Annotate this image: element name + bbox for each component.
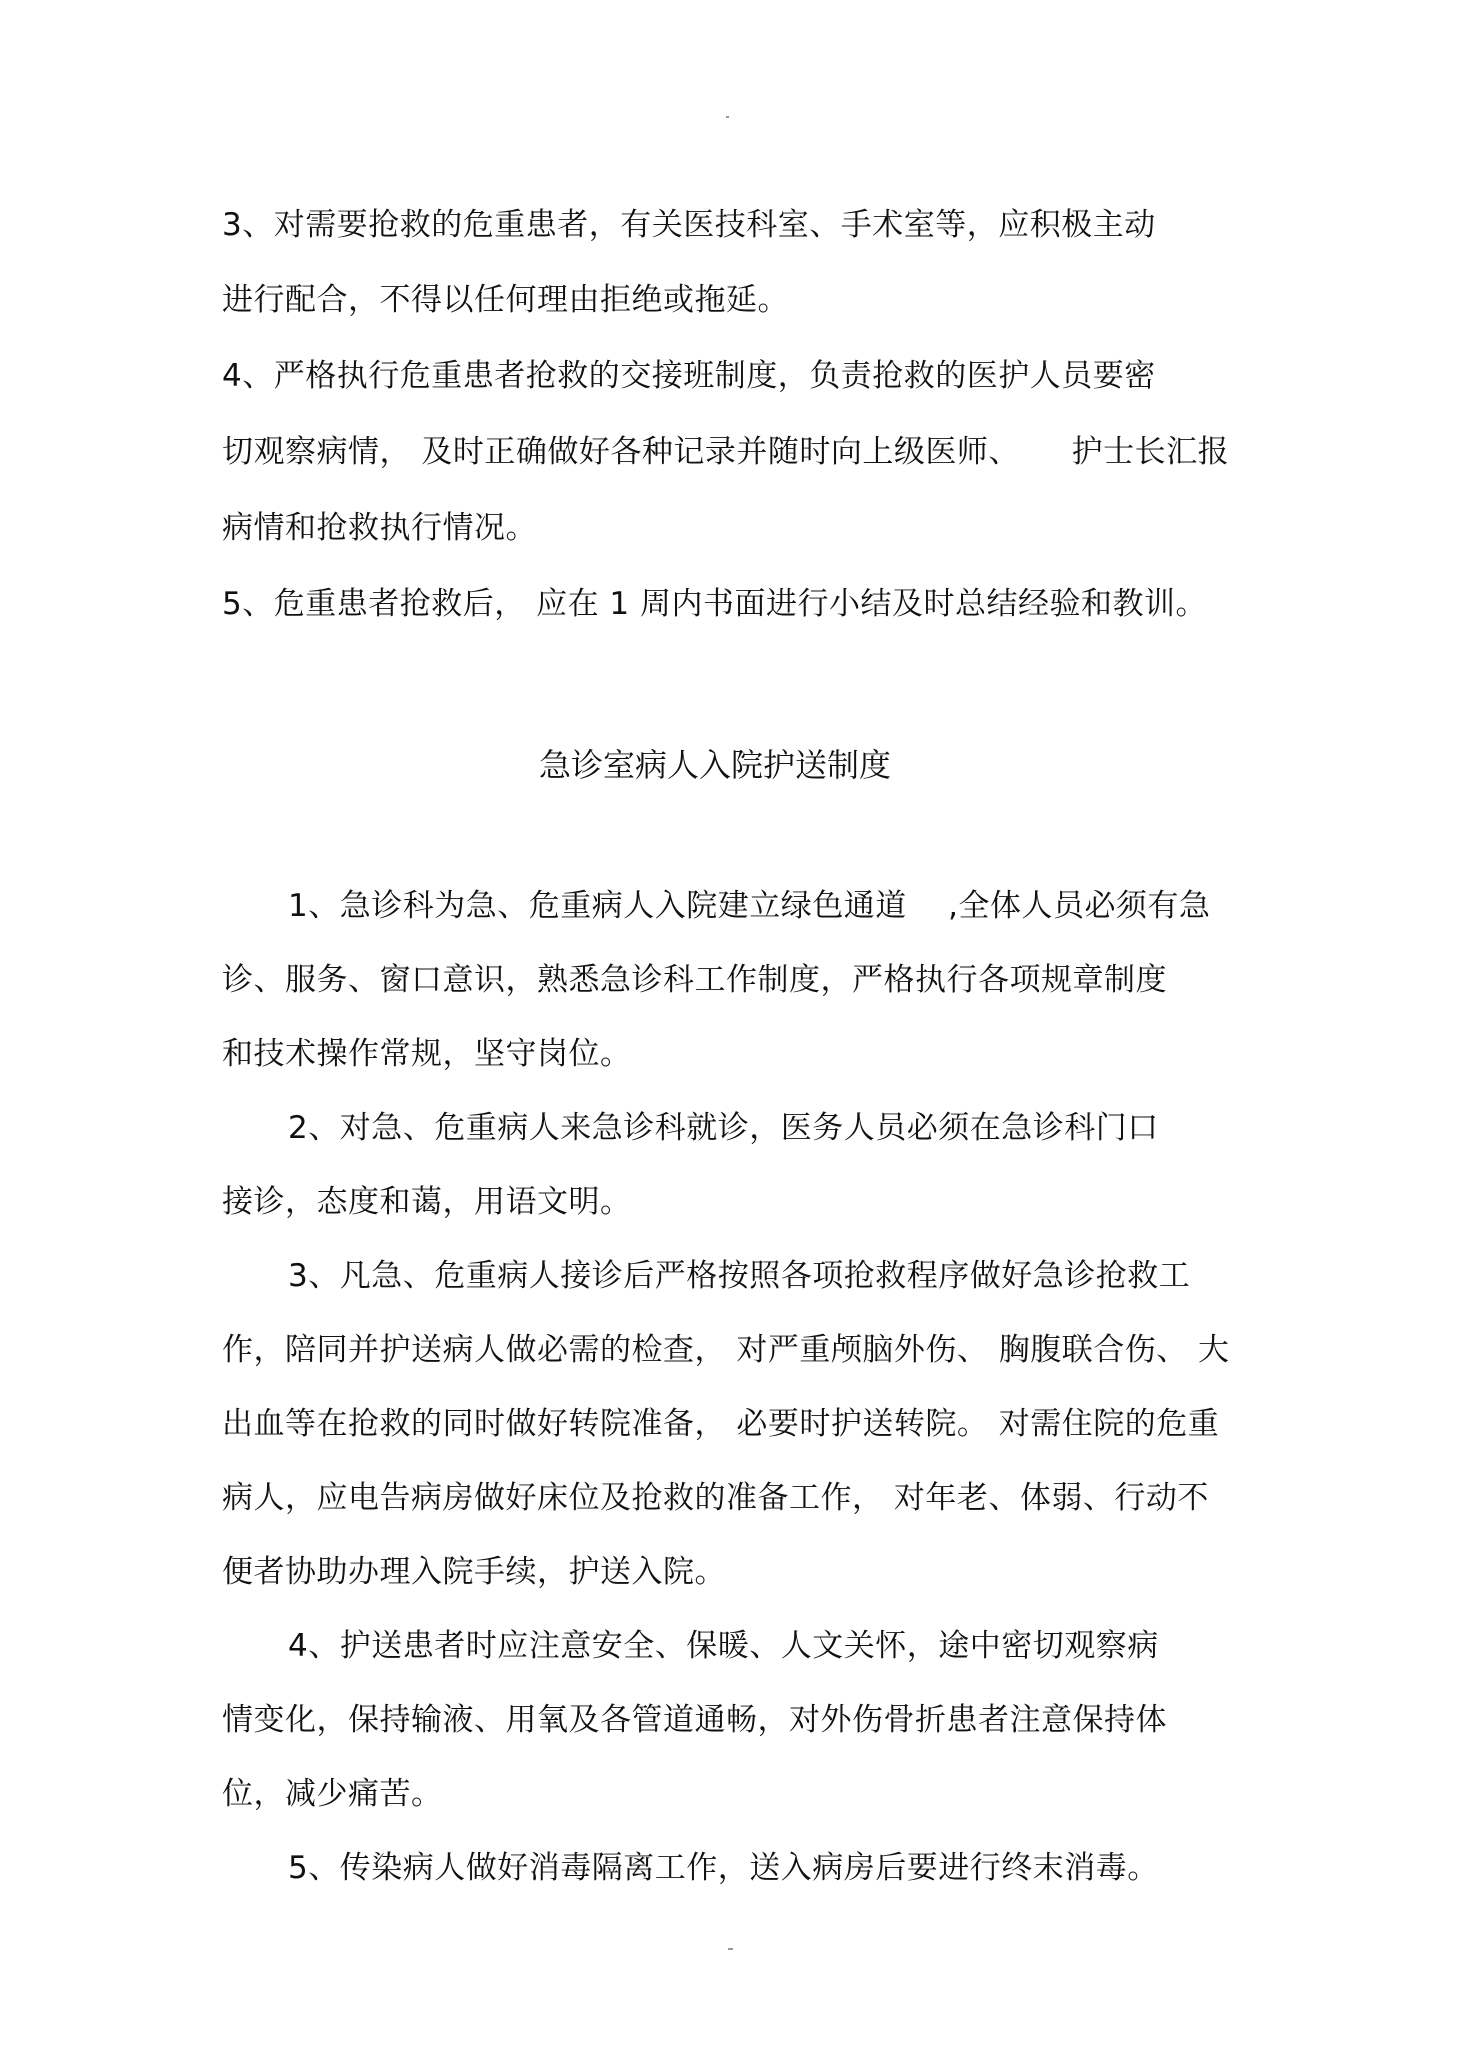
paragraph-line: 和技术操作常规，坚守岗位。 [222, 1036, 632, 1072]
paragraph-line: 诊、服务、窗口意识，熟悉急诊科工作制度，严格执行各项规章制度 [222, 962, 1167, 998]
paragraph-line: 位，减少痛苦。 [222, 1776, 443, 1812]
paragraph-line: 3、对需要抢救的危重患者，有关医技科室、手术室等，应积极主动 [222, 207, 1156, 243]
paragraph-line: 进行配合，不得以任何理由拒绝或拖延。 [222, 282, 789, 318]
paragraph-line: 1、急诊科为急、危重病人入院建立绿色通道 ,全体人员必须有急 [288, 888, 1211, 924]
paragraph-line: 5、危重患者抢救后， 应在 1 周内书面进行小结及时总结经验和教训。 [222, 586, 1208, 622]
paragraph-line: 便者协助办理入院手续，护送入院。 [222, 1554, 726, 1590]
page-mark-bottom [728, 1948, 733, 1950]
paragraph-line: 接诊，态度和蔼，用语文明。 [222, 1184, 632, 1220]
paragraph-line: 出血等在抢救的同时做好转院准备， 必要时护送转院。 对需住院的危重 [222, 1406, 1220, 1442]
page-mark-top [726, 116, 729, 118]
paragraph-line: 病情和抢救执行情况。 [222, 510, 537, 546]
paragraph-line: 2、对急、危重病人来急诊科就诊，医务人员必须在急诊科门口 [288, 1110, 1159, 1146]
section-title: 急诊室病人入院护送制度 [538, 746, 891, 784]
paragraph-line: 5、传染病人做好消毒隔离工作，送入病房后要进行终末消毒。 [288, 1850, 1159, 1886]
paragraph-line: 情变化，保持输液、用氧及各管道通畅，对外伤骨折患者注意保持体 [222, 1702, 1167, 1738]
paragraph-line: 切观察病情， 及时正确做好各种记录并随时向上级医师、 护士长汇报 [222, 434, 1230, 470]
paragraph-line: 4、护送患者时应注意安全、保暖、人文关怀，途中密切观察病 [288, 1628, 1159, 1664]
paragraph-line: 作，陪同并护送病人做必需的检查， 对严重颅脑外伤、 胸腹联合伤、 大 [222, 1332, 1230, 1368]
paragraph-line: 3、凡急、危重病人接诊后严格按照各项抢救程序做好急诊抢救工 [288, 1258, 1191, 1294]
paragraph-line: 4、严格执行危重患者抢救的交接班制度，负责抢救的医护人员要密 [222, 358, 1156, 394]
paragraph-line: 病人，应电告病房做好床位及抢救的准备工作， 对年老、体弱、行动不 [222, 1480, 1209, 1516]
